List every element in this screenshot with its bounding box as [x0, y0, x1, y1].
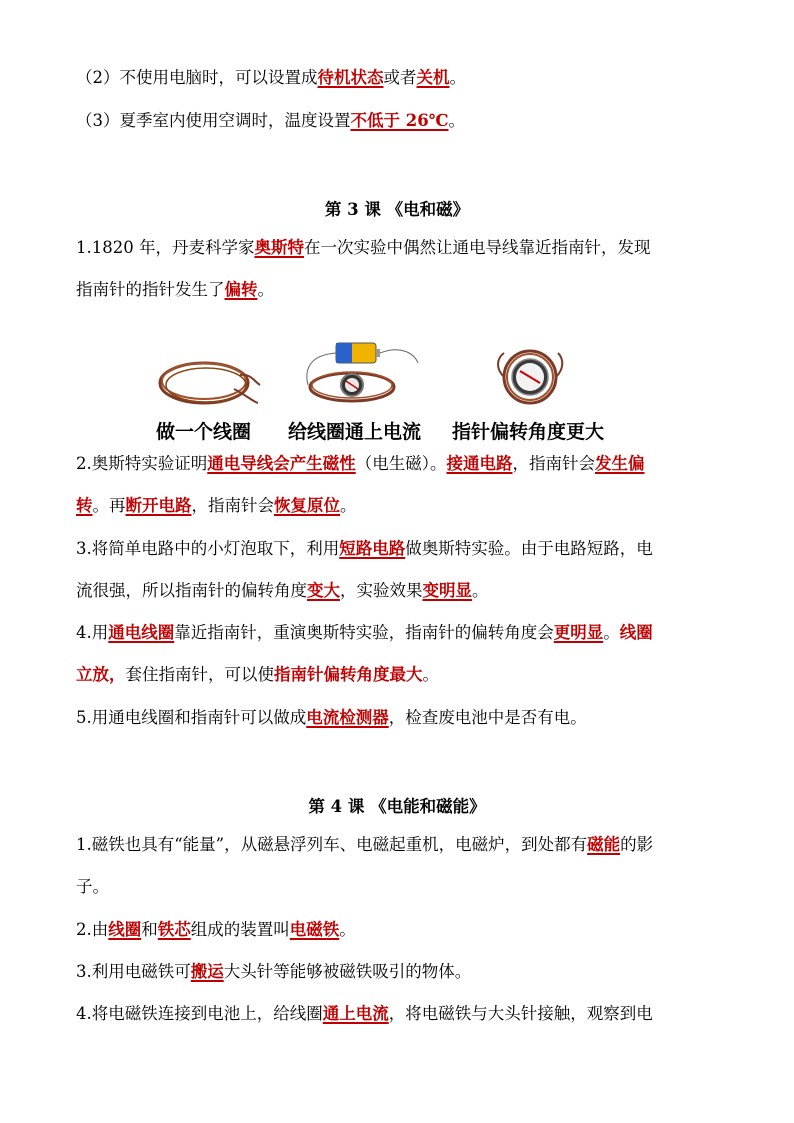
text: 3.将简单电路中的小灯泡取下，利用: [76, 539, 340, 558]
text: 4.将电磁铁连接到电池上，给线圈: [76, 1004, 323, 1023]
text: 。: [257, 280, 274, 299]
keyword: 短路电路: [339, 539, 406, 558]
keyword: 关机: [416, 68, 450, 87]
lesson3-p2-line1: [76, 454, 645, 474]
keyword: 电磁铁: [289, 920, 340, 939]
keyword: 通电线圈: [108, 623, 175, 642]
text: 大头针等能够被磁铁吸引的物体。: [223, 962, 472, 981]
lesson3-p3-line1: [76, 539, 653, 559]
keyword: 发生偏: [595, 454, 645, 473]
keyword: 接通电路: [446, 454, 513, 473]
intro-line-3: [76, 111, 465, 131]
lesson3-p4-line2: [76, 665, 439, 685]
lesson4-p1-line2: [76, 877, 109, 897]
lesson4-p2: [76, 920, 356, 940]
keyword: 待机状态: [317, 68, 384, 87]
keyword: 变明显: [422, 581, 472, 600]
caption-apply-current: 给线圈通上电流: [288, 421, 422, 443]
keyword: 奥斯特: [254, 238, 304, 257]
lesson4-p1-line1: [76, 835, 653, 855]
keyword: 不低于 26℃: [350, 111, 449, 130]
text: 。: [603, 623, 620, 642]
keyword: 恢复原位: [274, 496, 340, 515]
keyword: 更明显: [553, 623, 604, 642]
keyword: 通上电流: [322, 1004, 389, 1023]
text: 靠近指南针，重演奥斯特实验，指南针的偏转角度会: [174, 623, 554, 642]
text: ，指南针会: [191, 496, 274, 515]
text: 套住指南针，可以使: [125, 665, 274, 684]
text: 3.利用电磁铁可: [76, 962, 191, 981]
text: ，实验效果: [340, 581, 423, 600]
lesson3-p1-line2: [76, 280, 274, 300]
keyword: 搬运: [190, 962, 224, 981]
keyword: 电流检测器: [306, 708, 389, 727]
compass-coil-image: [490, 343, 570, 409]
text: 流很强，所以指南针的偏转角度: [76, 581, 307, 600]
keyword: 磁能: [587, 835, 621, 854]
text: 和: [141, 920, 158, 939]
text: 1.1820 年，丹麦科学家: [76, 238, 255, 257]
keyword: 转: [76, 496, 93, 515]
highlight: 线圈: [619, 623, 653, 642]
text: 4.用: [76, 623, 109, 642]
text: 子。: [76, 877, 109, 896]
text: ，指南针会: [512, 454, 595, 473]
lesson4-p3: [76, 962, 471, 982]
text: （2）不使用电脑时，可以设置成: [76, 68, 318, 87]
text: 。: [339, 920, 356, 939]
lesson4-p4: [76, 1004, 653, 1024]
text: 。: [340, 496, 357, 515]
text: 。: [449, 68, 466, 87]
text: 5.用通电线圈和指南针可以做成: [76, 708, 307, 727]
text: 的影: [620, 835, 654, 854]
text: 在一次实验中偶然让通电导线靠近指南针，发现: [303, 238, 651, 257]
keyword: 偏转: [224, 280, 258, 299]
lesson3-p3-line2: [76, 581, 489, 601]
lesson3-p4-line1: [76, 623, 653, 643]
keyword: 线圈: [108, 920, 142, 939]
text: 。: [448, 111, 465, 130]
text: 2.奥斯特实验证明: [76, 454, 208, 473]
highlight: 指南针偏转角度最大: [274, 665, 423, 684]
highlight: 立放，: [76, 665, 126, 684]
intro-line-2: [76, 68, 466, 88]
keyword: 断开电路: [125, 496, 192, 515]
lesson3-p5: [76, 708, 587, 728]
lesson3-p2-line2: [76, 496, 357, 516]
text: 。: [472, 581, 489, 600]
text: 。再: [92, 496, 126, 515]
text: 或者: [383, 68, 417, 87]
text: 指南针的指针发生了: [76, 280, 225, 299]
keyword: 通电导线会产生磁性: [207, 454, 356, 473]
text: ，将电磁铁与大头针接触，观察到电: [388, 1004, 653, 1023]
coil-image: [154, 345, 264, 415]
text: ，检查废电池中是否有电。: [388, 708, 587, 727]
lesson3-title: 第 3 课 《电和磁》: [324, 200, 470, 219]
text: 2.由: [76, 920, 109, 939]
keyword: 变大: [307, 581, 340, 600]
caption-larger-deflection: 指针偏转角度更大: [452, 421, 605, 443]
caption-make-coil: 做一个线圈: [156, 421, 252, 443]
text: 做奥斯特实验。由于电路短路，电: [405, 539, 653, 558]
experiment-figure: [140, 335, 640, 447]
lesson3-p1-line1: [76, 238, 650, 258]
text: 组成的装置叫: [190, 920, 290, 939]
lesson4-title: 第 4 课 《电能和磁能》: [308, 797, 486, 816]
coil-battery-image: [290, 335, 430, 417]
text: （电生磁）。: [355, 454, 447, 473]
text: 。: [422, 665, 439, 684]
text: （3）夏季室内使用空调时，温度设置: [76, 111, 351, 130]
keyword: 铁芯: [157, 920, 191, 939]
text: 1.磁铁也具有“能量”，从磁悬浮列车、电磁起重机，电磁炉，到处都有: [76, 835, 588, 854]
